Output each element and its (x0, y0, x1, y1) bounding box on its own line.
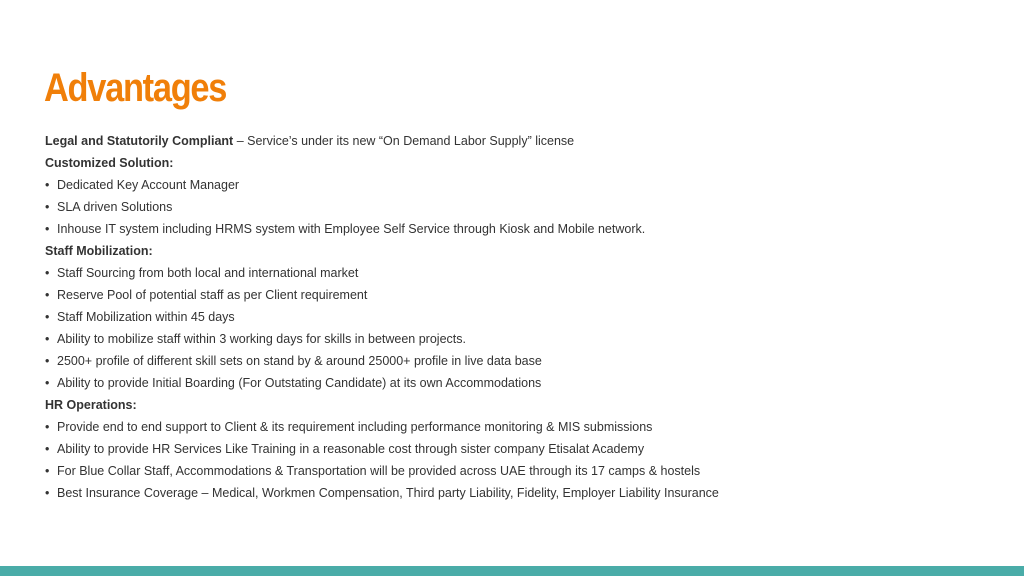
bullet-icon: • (45, 222, 50, 236)
bullet-icon: • (45, 178, 50, 192)
list-item-text: 2500+ profile of different skill sets on stand by & around 25000+ profile in live data base (57, 354, 542, 368)
intro-bold: Legal and Statutorily Compliant (45, 134, 234, 148)
list-item (45, 306, 725, 328)
list-item (45, 460, 725, 482)
list-item-text: Ability to provide HR Services Like Training in a reasonable cost through sister company Etisalat Academy (57, 442, 645, 456)
list-item-text: Staff Sourcing from both local and international market (57, 266, 359, 280)
list-item (45, 196, 725, 218)
bullet-icon: • (45, 332, 50, 346)
list-item (45, 284, 725, 306)
list-item (45, 262, 725, 284)
section-heading-hr: HR Operations: (45, 398, 137, 412)
list-item-text: For Blue Collar Staff, Accommodations & Transportation will be provided across UAE through its 17 camps & hostels (57, 464, 701, 478)
list-item-text: Ability to provide Initial Boarding (For Outstating Candidate) at its own Accommodations (57, 376, 542, 390)
intro-line (45, 130, 725, 152)
list-item-text: Inhouse IT system including HRMS system with Employee Self Service through Kiosk and Mobile network. (57, 222, 646, 236)
page-title: Advantages (44, 66, 227, 110)
list-item (45, 328, 725, 350)
list-item (45, 218, 725, 240)
list-item-text: Provide end to end support to Client & its requirement including performance monitoring & MIS submissions (57, 420, 653, 434)
list-item (45, 438, 725, 460)
bullet-icon: • (45, 376, 50, 390)
list-item (45, 416, 725, 438)
list-item-text: Best Insurance Coverage – Medical, Workmen Compensation, Third party Liability, Fidelity, Employer Liability Insurance (57, 486, 719, 500)
bullet-icon: • (45, 354, 50, 368)
section-heading-customized: Customized Solution: (45, 156, 174, 170)
section-heading-staff: Staff Mobilization: (45, 244, 153, 258)
content-body (45, 130, 725, 504)
list-item (45, 350, 725, 372)
bullet-icon: • (45, 266, 50, 280)
bullet-icon: • (45, 200, 50, 214)
list-item-text: SLA driven Solutions (57, 200, 173, 214)
intro-rest: – Service’s under its new “On Demand Labor Supply” license (233, 134, 575, 148)
bullet-icon: • (45, 486, 50, 500)
list-item-text: Dedicated Key Account Manager (57, 178, 240, 192)
list-item-text: Ability to mobilize staff within 3 working days for skills in between projects. (57, 332, 466, 346)
bullet-icon: • (45, 464, 50, 478)
bullet-icon: • (45, 420, 50, 434)
bullet-icon: • (45, 442, 50, 456)
bullet-icon: • (45, 310, 50, 324)
list-item (45, 372, 725, 394)
list-item (45, 482, 725, 504)
bottom-accent-bar (0, 566, 1024, 576)
list-item (45, 174, 725, 196)
list-item-text: Reserve Pool of potential staff as per Client requirement (57, 288, 368, 302)
list-item-text: Staff Mobilization within 45 days (57, 310, 235, 324)
bullet-icon: • (45, 288, 50, 302)
